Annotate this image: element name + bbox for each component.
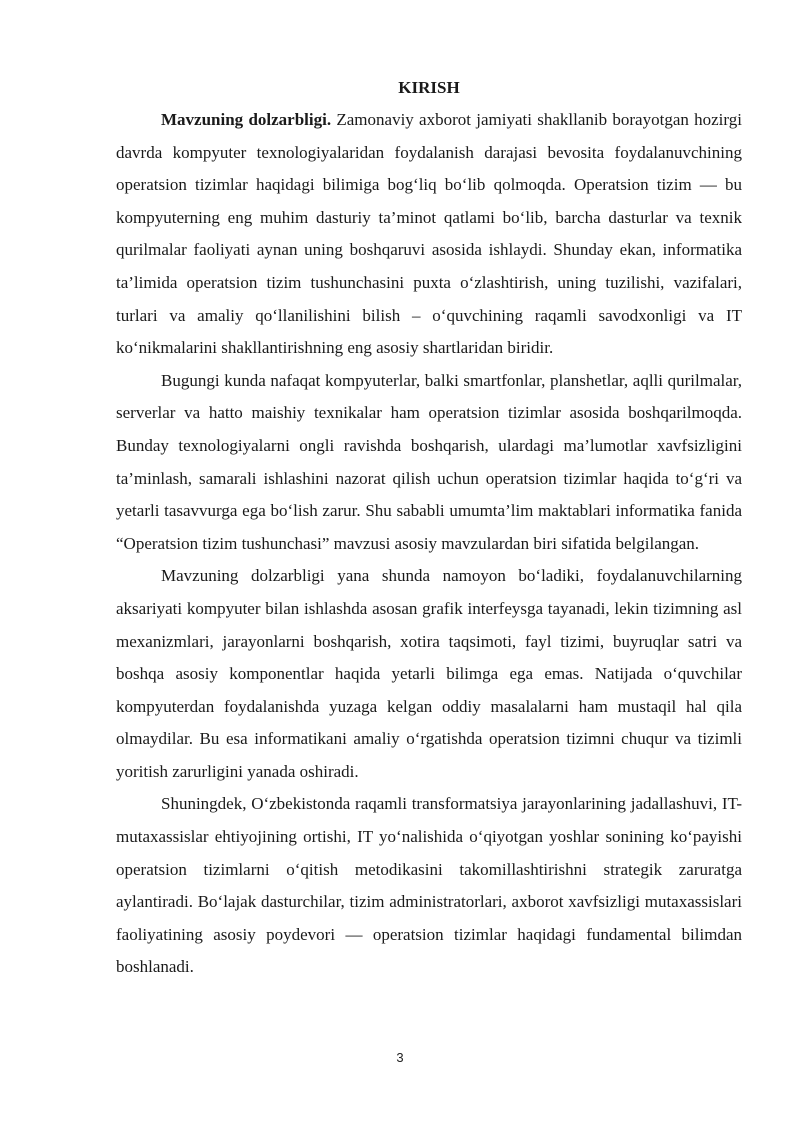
paragraph-1-text: Zamonaviy axborot jamiyati shakllanib borayotgan hozirgi davrda kompyuter texnologiyalaridan foydalanish darajasi bevosita foydalanuvchining operatsion tizimlar haqidagi bilimiga bog‘liq bo‘lib qolmoqda. Operatsion tizim — bu kompyuterning eng muhim dasturiy ta’minot qatlami bo‘lib, barcha dasturlar va texnik qurilmalar faoliyati aynan uning boshqaruvi asosida ishlaydi. Shunday ekan, informatika ta’limida operatsion tizim tushunchasini puxta o‘zlashtirish, uning tuzilishi, vazifalari, turlari va amaliy qo‘llanilishini bilish – o‘quvchining raqamli savodxonligi va IT ko‘nikmalarini shakllantirishning eng asosiy shartlaridan biridir. [116, 110, 742, 358]
paragraph-2: Bugungi kunda nafaqat kompyuterlar, balki smartfonlar, planshetlar, aqlli qurilmalar, serverlar va hatto maishiy texnikalar ham operatsion tizimlar asosida boshqarilmoqda. Bunday texnologiyalarni ongli ravishda boshqarish, ulardagi ma’lumotlar xavfsizligini ta’minlash, samarali ishlashini nazorat qilish uchun operatsion tizimlar haqida to‘g‘ri va yetarli tasavvurga ega bo‘lish zarur. Shu sababli umumta’lim maktablari informatika fanida “Operatsion tizim tushunchasi” mavzusi asosiy mavzulardan biri sifatida belgilangan. [116, 370, 742, 553]
paragraph-1-lead: Mavzuning dolzarbligi. [161, 110, 332, 129]
section-title: KIRISH [398, 78, 460, 97]
page-content [116, 72, 742, 984]
paragraph-1 [116, 104, 742, 365]
page-number: 3 [396, 1050, 404, 1065]
paragraph-3: Mavzuning dolzarbligi yana shunda namoyon bo‘ladiki, foydalanuvchilarning aksariyati kompyuter bilan ishlashda asosan grafik interfeysga tayanadi, lekin tizimning asl mexanizmlari, jarayonlarni boshqarish, xotira taqsimoti, fayl tizimi, buyruqlar satri va boshqa asosiy komponentlar haqida yetarli bilimga ega emas. Natijada o‘quvchilar kompyuterdan foydalanishda yuzaga kelgan oddiy masalalarni ham mustaqil hal qila olmaydilar. Bu esa informatikani amaliy o‘rgatishda operatsion tizimni chuqur va tizimli yoritish zarurligini yanada oshiradi. [116, 566, 742, 781]
paragraph-4: Shuningdek, O‘zbekistonda raqamli transformatsiya jarayonlarining jadallashuvi, IT-mutaxassislar ehtiyojining ortishi, IT yo‘nalishida o‘qiyotgan yoshlar sonining ko‘payishi operatsion tizimlarni o‘qitish metodikasini takomillashtirishni strategik zaruratga aylantiradi. Bo‘lajak dasturchilar, tizim administratorlari, axborot xavfsizligi mutaxassislari faoliyatining asosiy poydevori — operatsion tizimlar haqidagi fundamental bilimdan boshlanadi. [116, 794, 742, 977]
